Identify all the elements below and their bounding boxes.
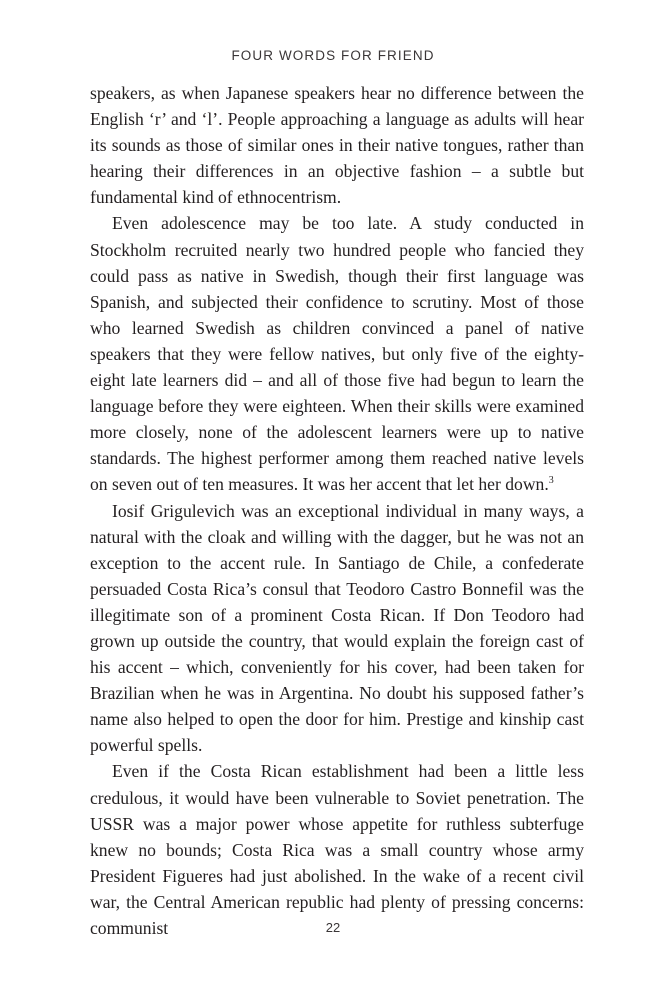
- paragraph-text: Even adolescence may be too late. A study conducted in Stockholm recruited nearly two hundred people who fancied they could pass as native in Swedish, though their first language was Spanish, and subjected their confidence to scrutiny. Most of those who learned Swedish as children convinced a panel of native speakers that they were fellow natives, but only five of the eighty-eight late learners did – and all of those five had begun to learn the language before they were eighteen. When their skills were examined more closely, none of the adolescent learners were up to native standards. The highest performer among them reached native levels on seven out of ten measures. It was her accent that let her down.: [90, 213, 584, 495]
- body-text: [90, 80, 584, 941]
- paragraph-stockholm-study: [90, 210, 584, 497]
- paragraph-text: Iosif Grigulevich was an exceptional individual in many ways, a natural with the cloak and willing with the dagger, but he was not an exception to the accent rule. In Santiago de Chile, a confederate persuaded Costa Rica’s consul that Teodoro Castro Bonnefil was the illegitimate son of a prominent Costa Rican. If Don Teodoro had grown up outside the country, that would explain the foreign cast of his accent – which, conveniently for his cover, had been taken for Brazilian when he was in Argentina. No doubt his supposed father’s name also helped to open the door for him. Prestige and kinship cast powerful spells.: [90, 500, 584, 756]
- paragraph-continued: [90, 80, 584, 210]
- paragraph-costa-rica: [90, 758, 584, 941]
- paragraph-text: speakers, as when Japanese speakers hear no difference between the English ‘r’ and ‘l’. People approaching a language as adults will hear its sounds as those of similar ones in their native tongues, rather than hearing their differences in an objective fashion – a subtle but fundamental kind of ethnocentrism.: [90, 83, 584, 208]
- page-number: 22: [325, 920, 341, 935]
- footnote-reference[interactable]: 3: [548, 475, 554, 487]
- paragraph-text: Even if the Costa Rican establishment had been a little less credulous, it would have been vulnerable to Soviet penetration. The USSR was a major power whose appetite for ruthless subterfuge knew no bounds; Costa Rica was a small country whose army President Figueres had just abolished. In the wake of a recent civil war, the Central American republic had plenty of pressing concerns: communist: [90, 761, 584, 938]
- running-head: FOUR WORDS FOR FRIEND: [231, 48, 435, 63]
- paragraph-grigulevich: [90, 498, 584, 759]
